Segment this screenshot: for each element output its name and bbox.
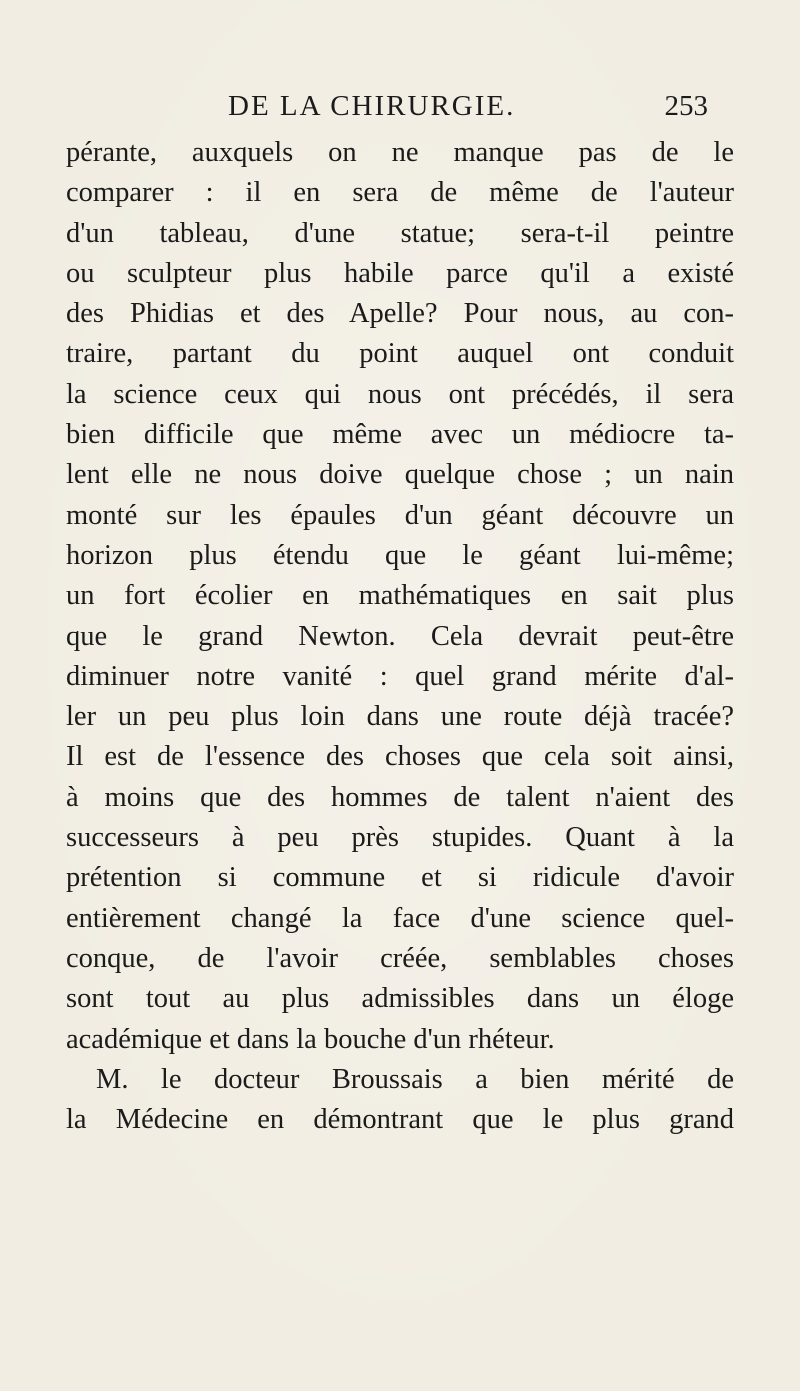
text-line: la Médecine en démontrant que le plus grand xyxy=(66,1104,734,1136)
text-line: des Phidias et des Apelle? Pour nous, au con- xyxy=(66,298,734,330)
body-text xyxy=(66,133,734,1140)
text-line: sont tout au plus admissibles dans un éloge xyxy=(66,983,734,1015)
text-line: entièrement changé la face d'une science quel- xyxy=(66,902,734,934)
text-line: d'un tableau, d'une statue; sera-t-il peintre xyxy=(66,217,734,249)
text-line: prétention si commune et si ridicule d'avoir xyxy=(66,862,734,894)
paragraph-start-line: M. le docteur Broussais a bien mérité de xyxy=(96,1063,734,1095)
text-line: diminuer notre vanité : quel grand mérite d'al- xyxy=(66,660,734,692)
text-line: un fort écolier en mathématiques en sait plus xyxy=(66,580,734,612)
text-line: traire, partant du point auquel ont conduit xyxy=(66,338,734,370)
text-line: comparer : il en sera de même de l'auteur xyxy=(66,177,734,209)
page-number: 253 xyxy=(664,90,708,122)
text-line: à moins que des hommes de talent n'aient des xyxy=(66,781,734,813)
text-line: la science ceux qui nous ont précédés, il sera xyxy=(66,378,734,410)
running-title: DE LA CHIRURGIE. xyxy=(228,90,516,122)
paragraph-end-line: académique et dans la bouche d'un rhéteur. xyxy=(66,1023,555,1055)
text-line: pérante, auxquels on ne manque pas de le xyxy=(66,137,734,168)
text-line: ler un peu plus loin dans une route déjà tracée? xyxy=(66,701,734,733)
running-head xyxy=(0,86,800,126)
text-line: que le grand Newton. Cela devrait peut-être xyxy=(66,620,734,652)
text-line: lent elle ne nous doive quelque chose ; un nain xyxy=(66,459,734,491)
text-line: successeurs à peu près stupides. Quant à la xyxy=(66,822,734,854)
text-line: horizon plus étendu que le géant lui-même; xyxy=(66,539,734,571)
text-line: ou sculpteur plus habile parce qu'il a existé xyxy=(66,257,734,289)
text-line: Il est de l'essence des choses que cela soit ainsi, xyxy=(66,741,734,773)
text-line: bien difficile que même avec un médiocre ta- xyxy=(66,419,734,451)
text-line: conque, de l'avoir créée, semblables choses xyxy=(66,942,734,974)
text-line: monté sur les épaules d'un géant découvre un xyxy=(66,499,734,531)
